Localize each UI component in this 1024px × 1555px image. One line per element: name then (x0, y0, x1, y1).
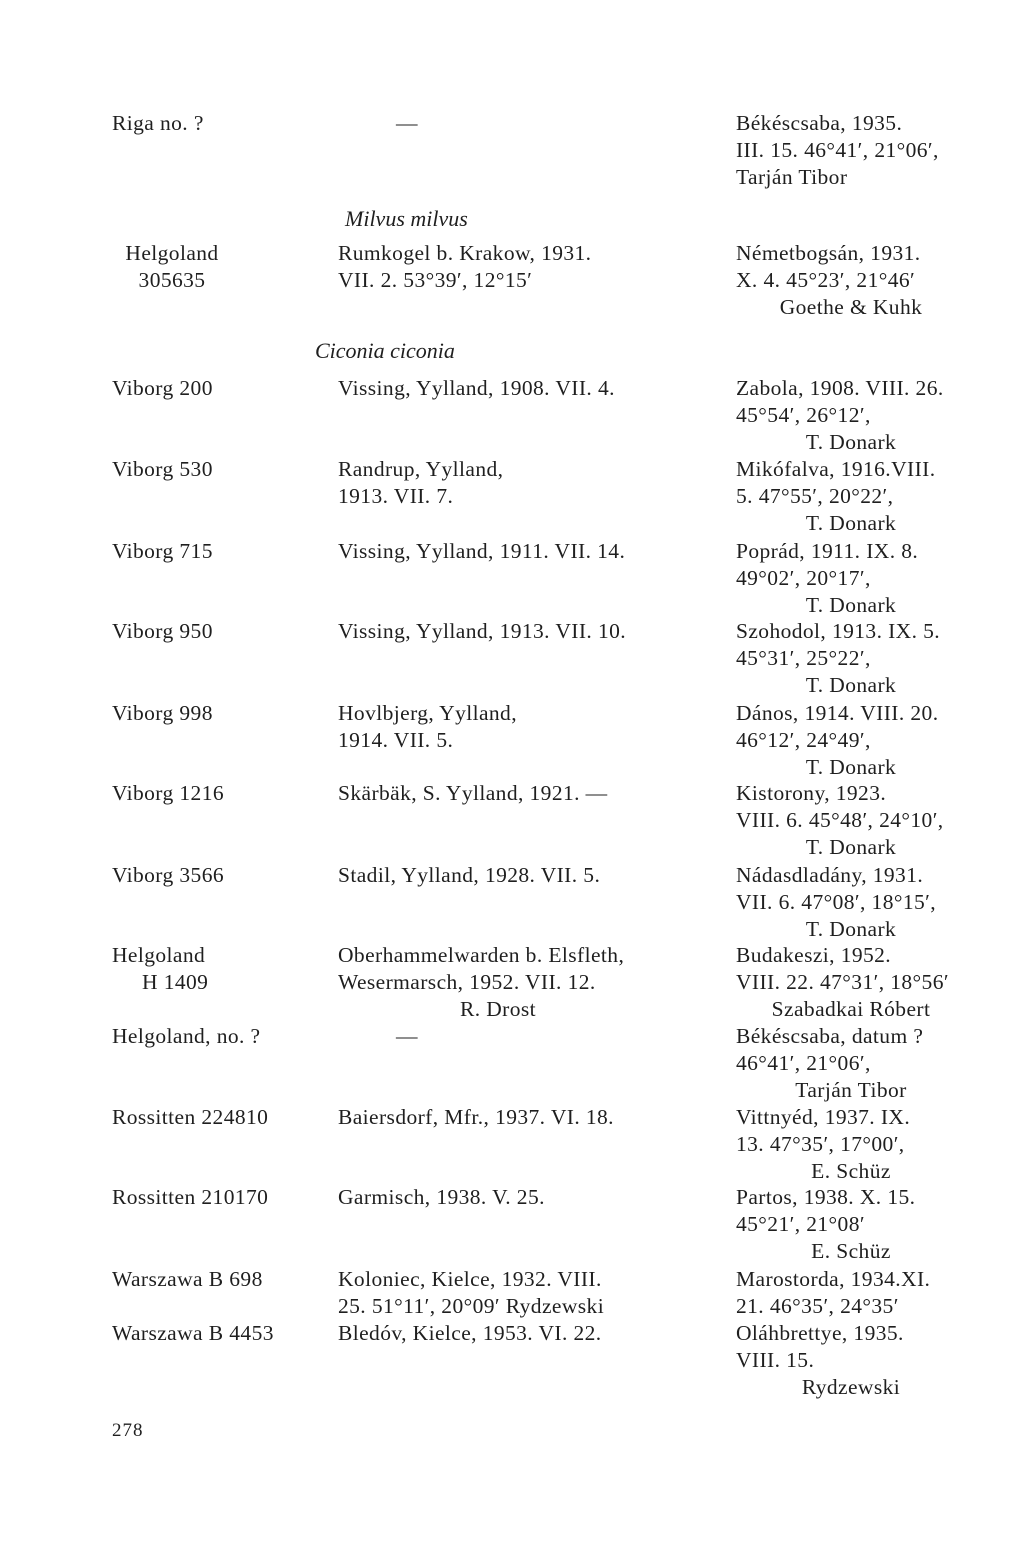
recovery-line: T. Donark (805, 673, 897, 697)
recovery-cell (736, 538, 1006, 619)
place-line: Garmisch, 1938. V. 25. (338, 1185, 545, 1209)
place-line: Vissing, Yylland, 1911. VII. 14. (338, 539, 626, 563)
page-number: 278 (112, 1420, 144, 1441)
recovery-line: T. Donark (805, 835, 897, 859)
recovery-line: T. Donark (805, 511, 897, 535)
recovery-line: VIII. 15. (736, 1348, 815, 1372)
recovery-line: 13. 47°35′, 17°00′, (736, 1132, 905, 1156)
section-heading: Milvus milvus (345, 206, 468, 231)
recovery-cell (736, 1266, 1006, 1320)
ringing-cell (112, 240, 232, 294)
recovery-line: X. 4. 45°23′, 21°46′ (736, 268, 916, 292)
recovery-cell (736, 375, 1006, 456)
recovery-cell (736, 942, 1006, 1023)
place-cell (338, 780, 718, 807)
ringing-line: Warszawa B 4453 (112, 1321, 274, 1345)
recovery-line: 45°31′, 25°22′, (736, 646, 871, 670)
recovery-line: T. Donark (805, 917, 897, 941)
recovery-line: Szabadkai Róbert (771, 997, 931, 1021)
ringing-cell (112, 700, 324, 727)
ringing-line: Viborg 530 (112, 457, 213, 481)
ringing-cell (112, 375, 324, 402)
ringing-line: Rossitten 210170 (112, 1185, 269, 1209)
place-cell (338, 700, 718, 754)
place-line: — (396, 111, 418, 135)
recovery-line: Partos, 1938. X. 15. (736, 1185, 916, 1209)
ringing-line: Helgoland (125, 241, 219, 265)
recovery-line: Poprád, 1911. IX. 8. (736, 539, 919, 563)
place-line: Hovlbjerg, Yylland, (338, 701, 517, 725)
ringing-cell (112, 780, 324, 807)
recovery-cell (736, 780, 1006, 861)
recovery-line: VII. 6. 47°08′, 18°15′, (736, 890, 937, 914)
place-line: Koloniec, Kielce, 1932. VIII. (338, 1267, 602, 1291)
ringing-cell (112, 1023, 324, 1050)
place-line: Oberhammelwarden b. Elsfleth, (338, 943, 625, 967)
recovery-line: E. Schüz (811, 1239, 891, 1263)
recovery-line: 45°21′, 21°08′ (736, 1212, 865, 1236)
ringing-line: 305635 (138, 268, 206, 292)
recovery-cell (736, 700, 1006, 781)
recovery-line: T. Donark (805, 430, 897, 454)
recovery-line: Kistorony, 1923. (736, 781, 887, 805)
place-cell (338, 240, 718, 294)
place-cell (338, 1266, 718, 1320)
place-cell (338, 862, 718, 889)
recovery-line: III. 15. 46°41′, 21°06′, (736, 138, 939, 162)
recovery-line: Zabola, 1908. VIII. 26. (736, 376, 944, 400)
ringing-cell (112, 538, 324, 565)
ringing-line: Riga no. ? (112, 111, 204, 135)
recovery-line: Goethe & Kuhk (779, 295, 923, 319)
place-cell (338, 1023, 776, 1050)
place-cell (338, 456, 718, 510)
ringing-line: Warszawa B 698 (112, 1267, 263, 1291)
recovery-line: Dános, 1914. VIII. 20. (736, 701, 939, 725)
ringing-cell (112, 1104, 324, 1131)
place-line: Bledóv, Kielce, 1953. VI. 22. (338, 1321, 602, 1345)
ringing-line: Viborg 998 (112, 701, 213, 725)
place-cell (338, 1320, 718, 1347)
recovery-cell (736, 1184, 1006, 1265)
place-cell (338, 110, 776, 137)
ringing-line: Rossitten 224810 (112, 1105, 269, 1129)
ringing-cell (112, 110, 324, 137)
recovery-cell (736, 862, 1006, 943)
ringing-cell (112, 1184, 324, 1211)
recovery-line: T. Donark (805, 593, 897, 617)
place-cell (338, 618, 718, 645)
place-cell (338, 1184, 718, 1211)
recovery-line: 5. 47°55′, 20°22′, (736, 484, 894, 508)
place-cell (338, 1104, 718, 1131)
ringing-line: Helgoland (112, 943, 206, 967)
place-line: Baiersdorf, Mfr., 1937. VI. 18. (338, 1105, 614, 1129)
recovery-line: Tarján Tibor (736, 165, 848, 189)
recovery-line: Vittnyéd, 1937. IX. (736, 1105, 911, 1129)
ringing-cell (112, 618, 324, 645)
place-line: Vissing, Yylland, 1913. VII. 10. (338, 619, 627, 643)
ringing-line: Viborg 1216 (112, 781, 225, 805)
place-cell (338, 538, 718, 565)
recovery-line: Oláhbrettye, 1935. (736, 1321, 904, 1345)
recovery-line: Békéscsaba, 1935. (736, 111, 903, 135)
recovery-line: VIII. 22. 47°31′, 18°56′ (736, 970, 949, 994)
place-line: Vissing, Yylland, 1908. VII. 4. (338, 376, 615, 400)
recovery-line: Szohodol, 1913. IX. 5. (736, 619, 941, 643)
place-line: Skärbäk, S. Yylland, 1921. — (338, 781, 608, 805)
place-line: VII. 2. 53°39′, 12°15′ (338, 268, 533, 292)
recovery-line: 46°41′, 21°06′, (736, 1051, 871, 1075)
recovery-line: Tarján Tibor (795, 1078, 907, 1102)
place-line: Wesermarsch, 1952. VII. 12. (338, 970, 596, 994)
recovery-cell (736, 110, 1006, 191)
recovery-line: 21. 46°35′, 24°35′ (736, 1294, 899, 1318)
recovery-cell (736, 1320, 1006, 1401)
recovery-line: Rydzewski (801, 1375, 901, 1399)
ringing-line: Viborg 950 (112, 619, 213, 643)
place-line: Randrup, Yylland, (338, 457, 504, 481)
place-line: R. Drost (459, 997, 537, 1021)
recovery-line: 45°54′, 26°12′, (736, 403, 871, 427)
ringing-cell (112, 1266, 324, 1293)
ringing-line: Viborg 715 (112, 539, 213, 563)
place-line: — (396, 1024, 418, 1048)
place-line: 1914. VII. 5. (338, 728, 454, 752)
place-line: Rumkogel b. Krakow, 1931. (338, 241, 592, 265)
recovery-line: 46°12′, 24°49′, (736, 728, 871, 752)
ringing-line: Helgoland, no. ? (112, 1024, 261, 1048)
ringing-line: H 1409 (142, 970, 209, 994)
place-cell (338, 942, 718, 1023)
recovery-line: Mikófalva, 1916.VIII. (736, 457, 936, 481)
recovery-line: Marostorda, 1934.XI. (736, 1267, 931, 1291)
recovery-cell (736, 618, 1006, 699)
place-line: 25. 51°11′, 20°09′ Rydzewski (338, 1294, 605, 1318)
ringing-cell (112, 942, 324, 996)
recovery-line: E. Schüz (811, 1159, 891, 1183)
recovery-cell (736, 1023, 1006, 1104)
section-heading: Ciconia ciconia (315, 338, 455, 363)
recovery-line: 49°02′, 20°17′, (736, 566, 871, 590)
recovery-cell (736, 240, 1006, 321)
place-line: 1913. VII. 7. (338, 484, 454, 508)
recovery-cell (736, 456, 1006, 537)
recovery-cell (736, 1104, 1006, 1185)
recovery-line: Budakeszi, 1952. (736, 943, 892, 967)
place-cell (338, 375, 718, 402)
recovery-line: Békéscsaba, datum ? (736, 1024, 924, 1048)
ringing-cell (112, 1320, 324, 1347)
ringing-line: Viborg 200 (112, 376, 213, 400)
ringing-line: Viborg 3566 (112, 863, 225, 887)
recovery-line: Németbogsán, 1931. (736, 241, 921, 265)
ringing-cell (112, 862, 324, 889)
ringing-cell (112, 456, 324, 483)
recovery-line: Nádasdladány, 1931. (736, 863, 924, 887)
recovery-line: VIII. 6. 45°48′, 24°10′, (736, 808, 944, 832)
place-line: Stadil, Yylland, 1928. VII. 5. (338, 863, 601, 887)
recovery-line: T. Donark (805, 755, 897, 779)
